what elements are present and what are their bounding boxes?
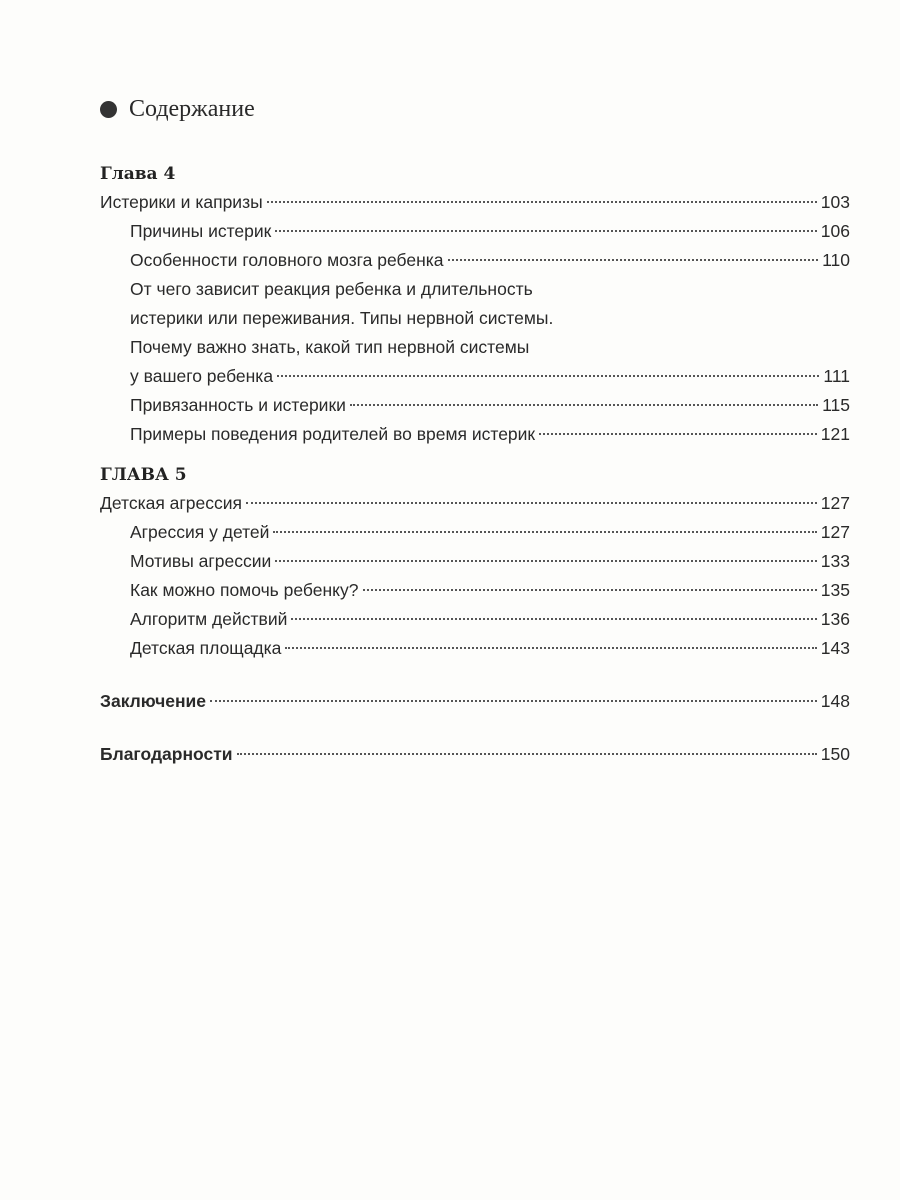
entry-title: От чего зависит реакция ребенка и длительность (130, 279, 533, 299)
toc-entry[interactable] (100, 547, 850, 576)
dot-leader (291, 618, 816, 620)
page-header (100, 96, 255, 123)
entry-title: Заключение (100, 691, 207, 711)
entry-page: 103 (820, 192, 850, 212)
toc-entry[interactable] (100, 246, 850, 275)
entry-page: 148 (820, 691, 850, 711)
entry-page: 143 (820, 638, 850, 658)
toc-entry[interactable] (100, 605, 850, 634)
entry-title: Детская площадка (130, 638, 282, 658)
entry-page: 121 (820, 424, 850, 444)
dot-leader (539, 433, 817, 435)
bullet-icon (100, 101, 117, 118)
entry-title: Детская агрессия (100, 493, 243, 513)
toc-entry[interactable] (100, 420, 850, 449)
dot-leader (448, 259, 819, 261)
toc-entry[interactable] (100, 391, 850, 420)
entry-title: Благодарности (100, 744, 233, 764)
header-title: Содержание (129, 96, 255, 122)
dot-leader (237, 753, 817, 755)
entry-title: Агрессия у детей (130, 522, 270, 542)
dot-leader (275, 230, 816, 232)
toc-entry-conclusion[interactable] (100, 687, 850, 716)
entry-page: 127 (820, 493, 850, 513)
entry-page: 115 (822, 395, 850, 415)
entry-page: 106 (820, 221, 850, 241)
toc-entry[interactable] (100, 362, 850, 391)
entry-title: Почему важно знать, какой тип нервной системы (130, 337, 530, 357)
entry-page: 133 (820, 551, 850, 571)
chapter-5-label: ГЛАВА 5 (100, 465, 187, 485)
dot-leader (246, 502, 817, 504)
dot-leader (363, 589, 817, 591)
toc-entry-line[interactable] (100, 304, 850, 333)
toc-entry[interactable] (100, 217, 850, 246)
toc-entry[interactable] (100, 188, 850, 217)
toc-entry-line[interactable] (100, 275, 850, 304)
dot-leader (285, 647, 816, 649)
entry-title: истерики или переживания. Типы нервной системы. (130, 308, 554, 328)
dot-leader (277, 375, 819, 377)
entry-page: 150 (820, 744, 850, 764)
toc-entry[interactable] (100, 489, 850, 518)
entry-page: 111 (823, 366, 850, 386)
entry-title: Привязанность и истерики (130, 395, 346, 415)
entry-title: Как можно помочь ребенку? (130, 580, 359, 600)
dot-leader (273, 531, 816, 533)
chapter-4-label: Глава 4 (100, 164, 176, 184)
entry-title: Причины истерик (130, 221, 272, 241)
dot-leader (267, 201, 817, 203)
entry-title: Мотивы агрессии (130, 551, 272, 571)
dot-leader (210, 700, 817, 702)
entry-title: Алгоритм действий (130, 609, 288, 629)
table-of-contents (100, 160, 850, 769)
entry-page: 135 (820, 580, 850, 600)
entry-page: 110 (822, 250, 850, 270)
entry-page: 136 (820, 609, 850, 629)
dot-leader (275, 560, 817, 562)
toc-entry[interactable] (100, 634, 850, 663)
dot-leader (350, 404, 818, 406)
entry-title: у вашего ребенка (130, 366, 274, 386)
toc-entry-acknowledgements[interactable] (100, 740, 850, 769)
entry-title: Примеры поведения родителей во время истерик (130, 424, 536, 444)
entry-title: Особенности головного мозга ребенка (130, 250, 444, 270)
toc-entry[interactable] (100, 576, 850, 605)
toc-entry[interactable] (100, 518, 850, 547)
toc-entry-line[interactable] (100, 333, 850, 362)
entry-title: Истерики и капризы (100, 192, 263, 212)
entry-page: 127 (820, 522, 850, 542)
